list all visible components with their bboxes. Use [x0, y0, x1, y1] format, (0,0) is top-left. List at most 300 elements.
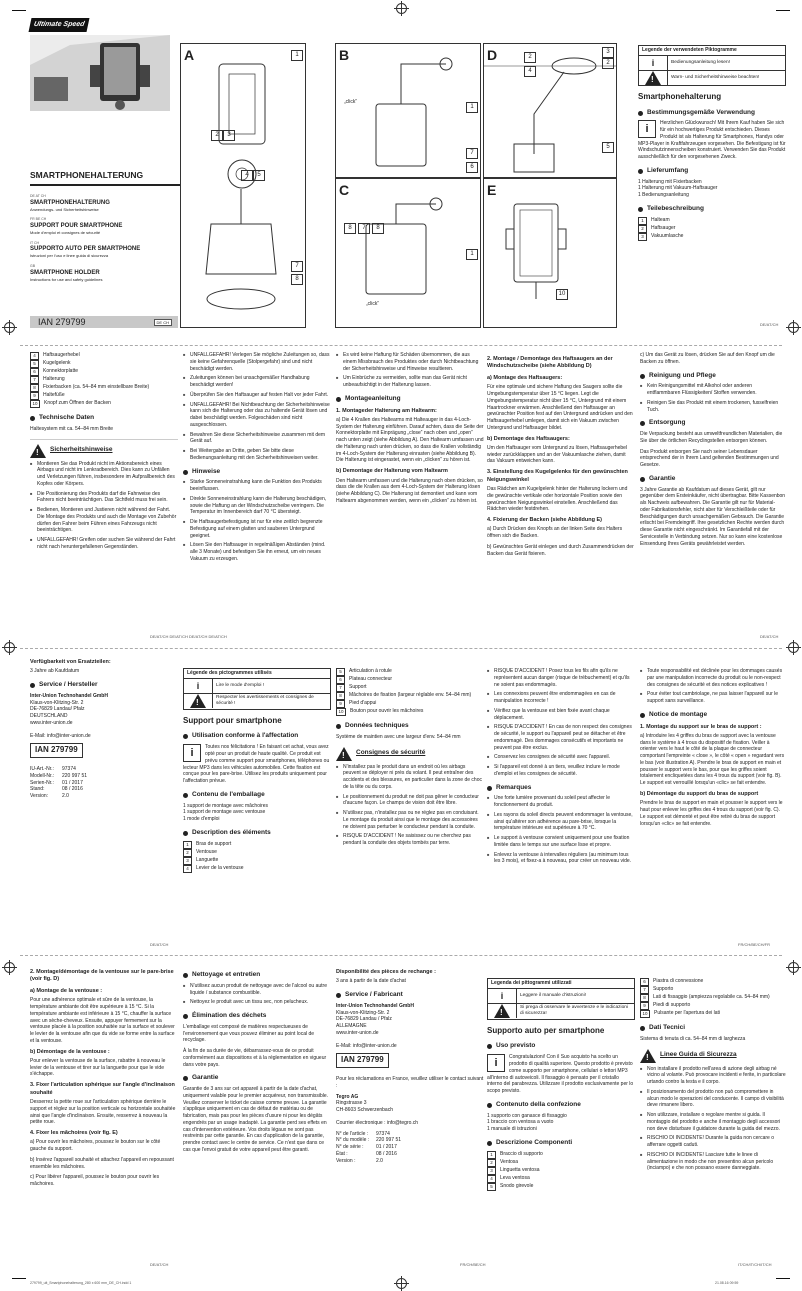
meta-row — [30, 793, 178, 800]
subsection-title: 1. Montage du support sur le bras de support : — [640, 723, 762, 730]
instruction-text: Prendre le bras de support en main et pousser le support vers le haut pour enlever les griffes des 4 trous du support (voir fig. C). Le support est démonté et peut être retiré du bras de support lorsqu'un «clic» se fait entendre. — [640, 800, 783, 827]
company-line: Klaus-von-Klitzing-Str. 2 — [336, 1009, 390, 1016]
it-col-1 — [487, 978, 635, 1191]
section-title — [640, 372, 786, 381]
figure-d — [483, 43, 617, 178]
warranty-text: Garantie de 3 ans sur cet appareil à partir de la date d'achat, uniquement valable pour le premier acquéreur, non transmissible. Veuillez conserver le ticket de caisse comme preuve. La garantie s'applique uniquement en cas de défaut de matériau ou de fabrication, mais pas pour les pièces d'usure ni pour les dégâts engendrés par un usage inadapté. La garantie perd ses effets en cas d'intervention extérieure. Vos droits légaux ne sont pas restreints par cette garantie. En cas d'application de la garantie, prendre contact avec le centre de service. Ce n'est que dans ce cas que l'envoi gratuit de votre appareil peut être garanti. — [183, 1086, 329, 1153]
ian-number: IAN 279799 — [38, 317, 86, 327]
subsection-title: Verfügbarkeit von Ersatzteilen: — [30, 659, 111, 665]
section-title — [487, 1101, 635, 1110]
section-title-text: Nettoyage et entretien — [192, 971, 261, 978]
section-heading: Support pour smartphone — [183, 715, 282, 725]
legend-text: Leggere il manuale d'istruzioni! — [520, 992, 586, 998]
brand-logo — [29, 18, 90, 32]
info-icon: i — [184, 679, 213, 693]
part-label: Snodo girevole — [500, 1182, 534, 1189]
part-label: Leva ventosa — [500, 1174, 530, 1181]
subsection-title: b) Démontage du support du bras de support — [640, 790, 759, 797]
complaint-text: Pour les réclamations en France, veuillez utiliser le contact suivant : — [336, 1076, 484, 1089]
registration-mark — [396, 3, 407, 14]
section-title — [640, 711, 786, 720]
liability-item: ■ Toute responsabilité est déclinée pour les dommages causés par une manipulation incorrecte du produit ou le non-respect des consignes de sécurité et des notices explicatives ! — [640, 668, 786, 688]
registration-mark — [396, 1278, 407, 1289]
safety-item: ■ UNFALLGEFAHR! Bei Nichtbeachtung der Sicherheitshinweise kann sich die Halterung oder das zu haltende Gerät lösen und dabei beschädigt werden. Folgeschäden sind nicht ausgeschlossen. — [183, 402, 331, 429]
part-label: Lati di fissaggio (ampiezza regolabile ca. 54–84 mm) — [653, 994, 770, 1000]
lang-codes: IT CH — [30, 240, 40, 245]
product-photo — [30, 35, 170, 111]
part-item — [183, 841, 331, 849]
meta-value: 2.0 — [376, 1157, 383, 1164]
figure-d-drawing — [484, 44, 616, 177]
meta-row — [30, 773, 178, 780]
meta-value: 220 997 51 — [62, 772, 88, 779]
section-title-text: Hinweise — [192, 467, 221, 475]
instruction-text: Pour une adhérence optimale et sûre de la ventouse, la température ambiante doit être supérieure à 15 °C. Si la température ambiante est inférieure à 15 °C, chauffer la surface avec un sèche-cheveux. Ensuite, appuyer fermement sur la ventouse placée à la position souhaitée sur la surface et soulever le levier de la ventouse afin que du vide se forme entre la surface et la ventouse. — [30, 997, 175, 1044]
part-number: 4 — [183, 865, 192, 873]
legend-title: Legende der verwendeten Piktogramme — [639, 46, 785, 56]
safety-item: ■ Bedienen, Montieren und Justieren nicht während der Fahrt. Die Montage des Produkts und auch die Montage von Zubehör dürfen den Fahrer beim Führen eines Fahrzeugs nicht beeinträchtigen. — [30, 507, 178, 534]
date-info: 21.08.16 09:59 — [715, 1281, 739, 1285]
safety-item: ■ Montieren Sie das Produkt nicht im Aktionsbereich eines Airbags und nicht im Lenkradbereich. Dies kann zu Unfällen und Verletzungen führen, insbesondere im Aufprallbereich des Kopfes oder Körpers. — [30, 461, 178, 488]
section-title — [183, 732, 331, 741]
part-callout: 6 — [466, 162, 478, 173]
part-number: 3 — [487, 1167, 496, 1175]
meta-value: 08 / 2016 — [376, 1150, 397, 1157]
part-callout: 3 — [602, 47, 614, 58]
safety-item: ■ Bei Weitergabe an Dritte, geben Sie bitte diese Bedienungsanleitung mit den Sicherheitshinweisen weiter. — [183, 448, 331, 462]
section-title-text: Teilebeschreibung — [647, 204, 704, 212]
part-callout: 7 — [358, 223, 370, 234]
meta-row — [336, 1158, 484, 1165]
fold-line — [20, 955, 782, 956]
remark-item: ■ Les rayons du soleil directs peuvent endommager la ventouse, ainsi qu'altérer son adhérence au pare-brise, lorsque la température intérieure est supérieure à 70 °C. — [487, 812, 635, 832]
de-col-2 — [183, 352, 331, 566]
part-callout: 2 — [524, 52, 536, 63]
part-item — [638, 217, 786, 225]
de-col-1 — [30, 352, 178, 554]
part-label: Linguetta ventosa — [500, 1166, 540, 1173]
section-title — [487, 1042, 635, 1051]
section-title — [487, 1139, 635, 1148]
section-title — [487, 784, 635, 793]
section-title — [183, 1012, 331, 1021]
file-info: 279799_ult_Smartphonehalterung_280 x 600 mm_DE_CH.indd 1 — [30, 1281, 132, 1285]
ian-box: IAN 279799 — [30, 743, 83, 758]
page-footer: DE/AT/CH — [150, 1262, 169, 1267]
tech-text: Haltesystem mit ca. 54–84 mm Breite — [30, 425, 114, 432]
warranty-text: 3 Jahre Garantie ab Kaufdatum auf dieses Gerät, gilt nur gegenüber dem Ersteinkäufer, nicht übertragbar. Bitte Kassenbon als Nachweis aufbewahren. Die Garantie gilt nur für Material- oder Fabrikationsfehler, nicht aber für Verschleißteile oder für Beschädigungen durch unsachgemäßen Gebrauch. Die Garantie erlischt bei Fremdeingriff. Ihre gesetzlichen Rechte werden durch diese Garantie nicht eingeschränkt. Im Garantiefall mit der Servicestelle in Verbindung setzen. Nur so kann eine kostenlose Einsendung Ihres Geräts gewährleistet werden. — [640, 486, 786, 547]
de-col-3 — [336, 352, 484, 509]
part-item — [30, 376, 178, 384]
meta-key: IU-Art.-Nr.: — [30, 766, 54, 773]
part-label: Levier de la ventouse — [196, 864, 244, 871]
it-col-2 — [640, 978, 786, 1175]
legend-row — [488, 989, 634, 1004]
part-item — [487, 1183, 635, 1191]
part-item — [638, 225, 786, 233]
company-line: Klaus-von-Klitzing-Str. 2 — [30, 699, 84, 706]
safety-item: ■ UNFALLGEFAHR! Greifen oder suchen Sie während der Fahrt nicht nach heruntergefallenen Gegenständen. — [30, 537, 178, 551]
instruction-text: Pour enlever la ventouse de la surface, rabattre à nouveau le levier de la ventouse et tirer sur la languette pour que le vide s'échappe. — [30, 1057, 166, 1078]
warning-icon: ! — [30, 444, 46, 458]
fr-col-6 — [30, 965, 178, 1192]
part-label: Mâchoires de fixation (largeur réglable env. 54–84 mm) — [349, 692, 472, 698]
figure-label: D — [487, 47, 498, 63]
lang-title: SUPPORTO AUTO PER SMARTPHONE — [30, 246, 141, 253]
instruction-text: c) Um das Gerät zu lösen, drücken Sie auf den Knopf um die Backen zu öffnen. — [640, 352, 775, 365]
section-title — [336, 991, 484, 1000]
scope-item: 1 supporto con ganasce di fissaggio — [487, 1112, 567, 1119]
part-item — [336, 676, 484, 684]
company-line: ALLEMAGNE — [336, 1023, 367, 1030]
subsection-title: 2. Montage / Demontage des Haftsaugers an der Windschutzscheibe (siehe Abbildung D) — [487, 356, 613, 370]
meta-key: Stand: — [30, 786, 45, 793]
meta-value: 220 997 51 — [376, 1137, 402, 1144]
part-number: 1 — [638, 217, 647, 225]
instruction-text: Desserrez la petite roue sur l'articulation sphérique derrière le support et réglez sur la position verticale ou horizontale souhaitée ainsi que l'angle d'inclinaison. Ensuite, resserrez à nouveau la petite roue. — [30, 1099, 176, 1126]
intro-paragraph — [487, 1054, 635, 1095]
part-number: 8 — [640, 994, 649, 1002]
warning-icon: ! — [640, 1049, 656, 1063]
part-label: Haftsauger — [651, 224, 676, 231]
figure-b-drawing — [336, 44, 480, 177]
section-title-text: Utilisation conforme à l'affectation — [192, 732, 299, 740]
safety-item: ■ Bewahren Sie diese Sicherheitshinweise zusammen mit dem Gerät auf. — [183, 432, 331, 446]
brand-logo-text: Ultimate Speed — [33, 21, 86, 28]
part-callout: 3 — [223, 130, 235, 141]
email-line: E-Mail: info@inter-union.de — [336, 1042, 397, 1049]
safety-item: ■ N'utilisez pas, n'installez pas ou ne réglez pas en conduisant. Le montage du produit ainsi que le montage des accessoires ne doivent pas perturber le conducteur pendant la conduite. — [336, 810, 484, 830]
company-line: DE-76829 Landau/ Pfalz — [30, 706, 85, 713]
cleaning-item: ■ Reinigen Sie das Produkt mit einem trockenen, fusselfreien Tuch. — [640, 400, 786, 414]
company-line: www.inter-union.de — [30, 719, 73, 726]
part-number: 6 — [30, 368, 39, 376]
subsection-title: b) Demontage der Halterung vom Haltearm — [336, 468, 448, 475]
figure-label: B — [339, 47, 350, 63]
part-number: 5 — [336, 668, 345, 676]
meta-list — [30, 766, 178, 800]
disposal-text: Die Verpackung besteht aus umweltfreundlichen Materialien, die Sie über die örtlichen Recyclingstellen entsorgen können. — [640, 431, 783, 444]
part-item — [30, 352, 178, 360]
section-title — [336, 722, 484, 731]
fold-line — [20, 345, 782, 346]
company-line: DE-76829 Landau / Pfalz — [336, 1016, 392, 1023]
part-item — [640, 994, 786, 1002]
part-label: Ventosa — [500, 1158, 519, 1165]
section-title — [30, 681, 178, 690]
figure-e-drawing — [484, 179, 616, 327]
instruction-text: b) Insérez l'appareil souhaité et attachez l'appareil en repoussant ensemble les mâchoires. — [30, 1156, 174, 1170]
fr-col-1 — [30, 655, 178, 800]
warning-icon: ! — [639, 71, 668, 85]
meta-row — [30, 786, 178, 793]
intro-text: Toutes nos félicitations ! En faisant cet achat, vous avez opté pour un produit de haute qualité. Ce produit est prévu comme support pour smartphones, téléphones ou lecteur MP3 dans les véhicules automobiles. Cette fixation est conçue pour les pare-brise. Utilisez les produits uniquement pour l'affectation prévue. — [183, 744, 330, 784]
scope-item: 1 manuale di istruzioni — [487, 1126, 537, 1133]
subsection-title: b) Démontage de la ventouse : — [30, 1048, 110, 1055]
disposal-text: L'emballage est composé de matières respectueuses de l'environnement que vous pouvez éliminer au point local de recyclage. — [183, 1023, 315, 1044]
crop-mark — [12, 1278, 26, 1279]
scope-item: 1 Bedienungsanleitung — [638, 192, 689, 199]
part-label: Fixierbacken (ca. 54–84 mm einstellbare Breite) — [43, 384, 150, 390]
part-number: 2 — [183, 849, 192, 857]
tegro-line: CH-8603 Schwerzenbach — [336, 1107, 393, 1114]
pictogram-legend — [638, 45, 786, 86]
registration-mark — [788, 642, 799, 653]
availability-text: 3 Jahre ab Kaufdatum — [30, 668, 80, 675]
subsection-title: 4. Fixierung der Backen (siehe Abbildung E) — [487, 517, 603, 524]
section-title — [640, 419, 786, 428]
instruction-text: a) Durch Drücken des Knopfs an der linken Seite des Halters öffnen sich die Backen. — [487, 526, 623, 540]
meta-value: 97374 — [376, 1130, 390, 1137]
part-label: Haltefüße — [43, 392, 65, 398]
figure-b — [335, 43, 481, 178]
instruction-text: Um den Haftsauger vom Untergrund zu lösen, Haftsaugerhebel wieder zurückklappen und an der Vakuumlasche ziehen, damit das Vakuum entweichen kann. — [487, 444, 628, 465]
instruction-text: b) Gewünschtes Gerät einlegen und durch Zusammendrücken der Backen das Gerät fixieren. — [487, 543, 634, 557]
part-label: Piastra di connessione — [653, 978, 704, 984]
safety-item: ■ RISCHIO DI INCIDENTE! Lasciare tutte le linee di alimentazione in modo che non presentino alcun pericolo (inciampo) e che non possano essere danneggiate. — [640, 1152, 786, 1172]
page-footer: FR/CH/BE/CH — [460, 1262, 486, 1267]
pictogram-legend — [183, 668, 331, 710]
crop-mark — [776, 1278, 790, 1279]
cover-panel — [30, 18, 170, 287]
section-title — [640, 1049, 786, 1063]
part-label: Haftsaugerhebel — [43, 352, 80, 358]
section-title-text: Garantie — [649, 474, 676, 482]
legend-row — [184, 679, 330, 694]
info-icon: i — [488, 989, 517, 1003]
section-title-text: Lieferumfang — [647, 166, 689, 174]
instruction-text: Für eine optimale und sichere Haftung des Saugers sollte die Umgebungstemperatur über 15 °C liegen. Legt die Umgebungstemperatur nicht über 15 °C, Untergrund mit einem Haartrockner erwärmen. Anschließend den Haftsauger an gewünschter Position fest auf den Untergrund andrücken und den Haftsaugerhebel umlegen, damit sich ein Vakuum zwischen Untergrund und Haftsauger bildet. — [487, 384, 633, 431]
part-number: 2 — [638, 225, 647, 233]
safety-item: ■ Vérifiez que la ventouse est bien fixée avant chaque déplacement. — [487, 708, 635, 722]
section-title — [638, 167, 786, 176]
safety-item: ■ N'installez pas le produit dans un endroit où les airbags peuvent se déployer ni près du volant. Il peut entraîner des accidents et des blessures, en particulier dans la zone de choc de la tête ou du corps. — [336, 764, 484, 791]
part-number: 1 — [183, 841, 192, 849]
part-label: Knopf zum Öffnen der Backen — [44, 400, 111, 406]
part-label: Pulsante per l'apertura dei lati — [654, 1010, 721, 1016]
lang-subtitle: Mode d'emploi et consignes de sécurité — [30, 230, 101, 236]
part-item — [183, 849, 331, 857]
page-footer: FR/CH/BE/CH/FR — [738, 942, 770, 947]
section-title-text: Linee Guida di Sicurezza — [660, 1051, 737, 1059]
part-item — [487, 1159, 635, 1167]
section-title — [183, 829, 331, 838]
part-label: Languette — [196, 856, 219, 863]
part-item — [183, 857, 331, 865]
click-label: „click“ — [344, 99, 358, 105]
part-number: 5 — [30, 360, 39, 368]
tech-text: Système de maintien avec une largeur d'env. 54–84 mm — [336, 733, 461, 740]
ian-lang-badge: DE CH — [154, 319, 172, 326]
subsection-title: 4. Fixer les mâchoires (voir fig. E) — [30, 1130, 118, 1137]
safety-item: ■ Les connexions peuvent être endommagées en cas de manipulation incorrecte ! — [487, 691, 635, 705]
part-number: 3 — [638, 233, 647, 241]
email-line: Courrier électronique : info@tegro.ch — [336, 1119, 419, 1126]
section-title-text: Descrizione Componenti — [496, 1138, 573, 1146]
section-title-text: Service / Fabricant — [345, 991, 403, 999]
pictogram-legend — [487, 978, 635, 1020]
meta-key: Serien-Nr.: — [30, 779, 54, 786]
part-label: Bouton pour ouvrir les mâchoires — [350, 708, 424, 714]
part-label: Piedi di supporto — [653, 1002, 691, 1008]
registration-mark — [4, 642, 15, 653]
info-icon: i — [638, 120, 656, 138]
lang-subtitle: Instructions for use and safety guidelines — [30, 276, 103, 282]
part-item — [30, 392, 178, 400]
part-label: Supporto — [653, 986, 674, 992]
section-title-text: Remarques — [496, 783, 532, 791]
registration-mark — [4, 962, 15, 973]
lang-title: SUPPORT POUR SMARTPHONE — [30, 223, 123, 230]
part-item — [30, 368, 178, 376]
part-callout: 4 — [241, 170, 253, 181]
legend-text: Respecter les avertissements et consignes de sécurité ! — [216, 694, 314, 707]
meta-row — [30, 766, 178, 773]
part-number: 6 — [640, 978, 649, 986]
part-label: Bras de support — [196, 840, 232, 847]
section-title-text: Bestimmungsgemäße Verwendung — [647, 108, 755, 116]
cleaning-item: ■ Kein Reinigungsmittel mit Alkohol oder anderen entflammbaren Flüssigkeiten/ Stoffen verwenden. — [640, 383, 786, 397]
section-title-text: Dati Tecnici — [649, 1024, 686, 1031]
subsection-title: a) Montage de la ventouse : — [30, 987, 103, 994]
legend-text: Bedienungsanleitung lesen! — [671, 59, 730, 65]
part-number: 9 — [30, 392, 39, 400]
hint-item: ■ Lösen Sie den Haftsauger in regelmäßigen Abständen (mind. alle 3 Monate) und befestigen Sie ihn erneut, um ein neues Vakuum zu erzeugen. — [183, 542, 331, 562]
section-title — [183, 791, 331, 800]
page-footer: DE/AT/CH — [760, 322, 779, 327]
liability-item: ■ Pour éviter tout cambriolage, ne pas laisser l'appareil sur le support sans surveillance. — [640, 691, 786, 705]
info-icon: i — [183, 744, 201, 762]
section-title-text: Données techniques — [345, 722, 409, 729]
part-number: 1 — [487, 1151, 496, 1159]
click-label: „click“ — [366, 301, 380, 307]
page-footer: DE/AT/CH DE/AT/CH DE/AT/CH DE/AT/CH — [150, 634, 227, 639]
company-line: www.inter-union.de — [336, 1029, 379, 1036]
scope-item: 1 support de montage avec mâchoires — [183, 802, 269, 809]
warning-icon: ! — [184, 694, 213, 708]
fr-col-7 — [183, 965, 331, 1158]
part-number: 8 — [336, 692, 345, 700]
part-number: 2 — [487, 1159, 496, 1167]
safety-item: ■ RISQUE D'ACCIDENT ! Posez tous les fils afin qu'ils ne représentent aucun danger (risque de trébuchement) et qu'ils ne soient pas endommagés. — [487, 668, 635, 688]
part-callout: 7 — [466, 148, 478, 159]
section-title-text: Contenu de l'emballage — [192, 790, 265, 798]
part-item — [487, 1175, 635, 1183]
meta-key: N° du modèle : — [336, 1137, 370, 1144]
legend-text: Si prega di osservare le avvertenze e le indicazioni di sicurezza! — [520, 1004, 628, 1017]
part-number: 4 — [487, 1175, 496, 1183]
part-label: Pied d'appui — [349, 700, 377, 706]
safety-item: ■ Il posizionamento del prodotto non può compromettere in alcun modo le operazioni del conducente. Il campo di visibilità deve rimanere libero. — [640, 1089, 786, 1109]
part-callout: 1 — [466, 102, 478, 113]
de-col-4 — [487, 352, 635, 561]
part-item — [336, 684, 484, 692]
lang-subtitle: Anwendungs- und Sicherheitshinweise — [30, 207, 99, 213]
tech-text: Sistema di tenuta di ca. 54–84 mm di larghezza — [640, 1035, 746, 1042]
part-item — [640, 1002, 786, 1010]
part-number: 10 — [336, 708, 346, 716]
crop-mark — [776, 10, 790, 11]
section-title — [30, 439, 178, 458]
section-title — [183, 971, 331, 980]
section-title — [183, 1074, 331, 1083]
part-callout: 8 — [344, 223, 356, 234]
section-title — [640, 1024, 786, 1033]
instruction-text: a) Die 4 Krallen des Haltearms mit Halteauger in das 4-Loch-System der Halterung einführen. Darauf achten, dass die Seite der Konnektorplatte mit Einprägung „close“ nach oben und „open“ nach unten zeigt (siehe Abbildung A). Den Haltearm umfassen und die Halterung nach unten drücken, so dass die Krallen vollständig im 4-Loch-System der Halterung einrasten (siehe Abbildung B). Die Halterung ist eingerastet, wenn ein „clicken“ zu hören ist. — [336, 416, 484, 464]
lang-group — [30, 194, 170, 212]
figure-a-drawing — [181, 44, 305, 327]
instruction-text: a) Pour ouvrir les mâchoires, poussez le bouton sur le côté gauche du support. — [30, 1139, 161, 1153]
instruction-text: Das Rädchen am Kugelgelenk hinter der Halterung lockern und die gewünschte vertikale oder horizontale Position sowie den gewünschten Neigungswinkel einstellen. Anschließend das Rädchen wieder festdrehen. — [487, 486, 628, 513]
legend-title: Légende des pictogrammes utilisés — [184, 669, 330, 679]
part-label: Articulation à rotule — [349, 668, 392, 674]
liability-item: ■ Um Einbrüche zu vermeiden, sollte man das Gerät nicht unbeaufsichtigt in der Halterung lassen. — [336, 375, 484, 389]
section-title-text: Sicherheitshinweise — [50, 446, 113, 454]
section-title-text: Consignes de sécurité — [356, 749, 426, 757]
figure-c-drawing — [336, 179, 480, 327]
meta-list — [336, 1131, 484, 1165]
lang-group — [30, 241, 170, 259]
ian-bar — [30, 316, 178, 328]
part-label: Braccio di supporto — [500, 1150, 543, 1157]
part-number: 7 — [30, 376, 39, 384]
part-item — [640, 986, 786, 994]
safety-item: ■ Non utilizzare, installare o regolare mentre si guida. Il montaggio del prodotto e anche il montaggio degli accessori non deve disturbare il guidatore durante la guida del mezzo. — [640, 1112, 786, 1132]
part-callout: 10 — [556, 289, 568, 300]
section-title — [640, 475, 786, 484]
fr-col-8 — [336, 965, 484, 1164]
meta-value: 97374 — [62, 766, 76, 773]
section-title-text: Description des éléments — [192, 828, 271, 836]
section-heading: Smartphonehalterung — [638, 91, 722, 101]
part-number: 9 — [640, 1002, 649, 1010]
fr-col-5 — [640, 668, 786, 831]
legend-row — [639, 56, 785, 71]
part-label: Kugelgelenk — [43, 360, 71, 366]
section-title-text: Technische Daten — [39, 414, 95, 421]
figure-label: C — [339, 182, 350, 198]
section-title-text: Entsorgung — [649, 419, 686, 427]
lang-group — [30, 264, 170, 282]
lang-codes: DE AT CH — [30, 194, 46, 199]
safety-item: ■ UNFALLGEFAHR! Verlegen Sie mögliche Zuleitungen so, dass sie keine Gefahrenquelle (Stolpergefahr) sind und nicht beschädigt werden. — [183, 352, 331, 372]
part-callout: 8 — [372, 223, 384, 234]
de-intro-column — [638, 45, 786, 241]
meta-key: Version : — [336, 1157, 356, 1164]
part-label: Support — [349, 684, 367, 690]
figure-a — [180, 43, 306, 328]
part-number: 10 — [30, 400, 40, 408]
instruction-text: c) Pour libérer l'appareil, poussez le bouton pour ouvrir les mâchoires. — [30, 1174, 160, 1188]
part-number: 9 — [336, 700, 345, 708]
registration-mark — [788, 322, 799, 333]
meta-key: Modell-Nr.: — [30, 772, 55, 779]
part-label: Plateau connecteur — [349, 676, 393, 682]
registration-mark — [4, 322, 15, 333]
section-title-text: Service / Hersteller — [39, 681, 98, 689]
warning-icon: ! — [336, 747, 352, 761]
liability-item: ■ Es wird keine Haftung für Schäden übernommen, die aus einem Missbrauch des Produktes oder durch Nichtbeachtung der Sicherheitshinweise und Hinweise resultieren. — [336, 352, 484, 372]
part-number: 5 — [487, 1183, 496, 1191]
meta-row — [30, 780, 178, 787]
tegro-line: Ringstrasse 3 — [336, 1100, 367, 1107]
intro-text: Congratulazioni! Con il Suo acquisto ha scelto un prodotto di qualità superiore. Questo prodotto è previsto come supporto per smartphone, cellulari o lettori MP3 all'interno di autoveicoli. Il fissaggio è pensato per il cristallo interno del parabrezza. Utilizzare il prodotto esclusivamente per lo scopo previsto. — [487, 1054, 634, 1094]
part-callout: 2 — [211, 130, 223, 141]
safety-item: ■ RISCHIO DI INCIDENTE! Durante la guida non cercare o afferrare oggetti caduti. — [640, 1135, 786, 1149]
subsection-title: a) Montage des Haftsaugers: — [487, 374, 563, 381]
remark-item: ■ Enlevez la ventouse à intervalles réguliers (au minimum tous les 3 mois), et fixez-a à nouveau, pour créer un nouveau vide. — [487, 852, 635, 866]
section-heading: Supporto auto per smartphone — [487, 1025, 605, 1035]
